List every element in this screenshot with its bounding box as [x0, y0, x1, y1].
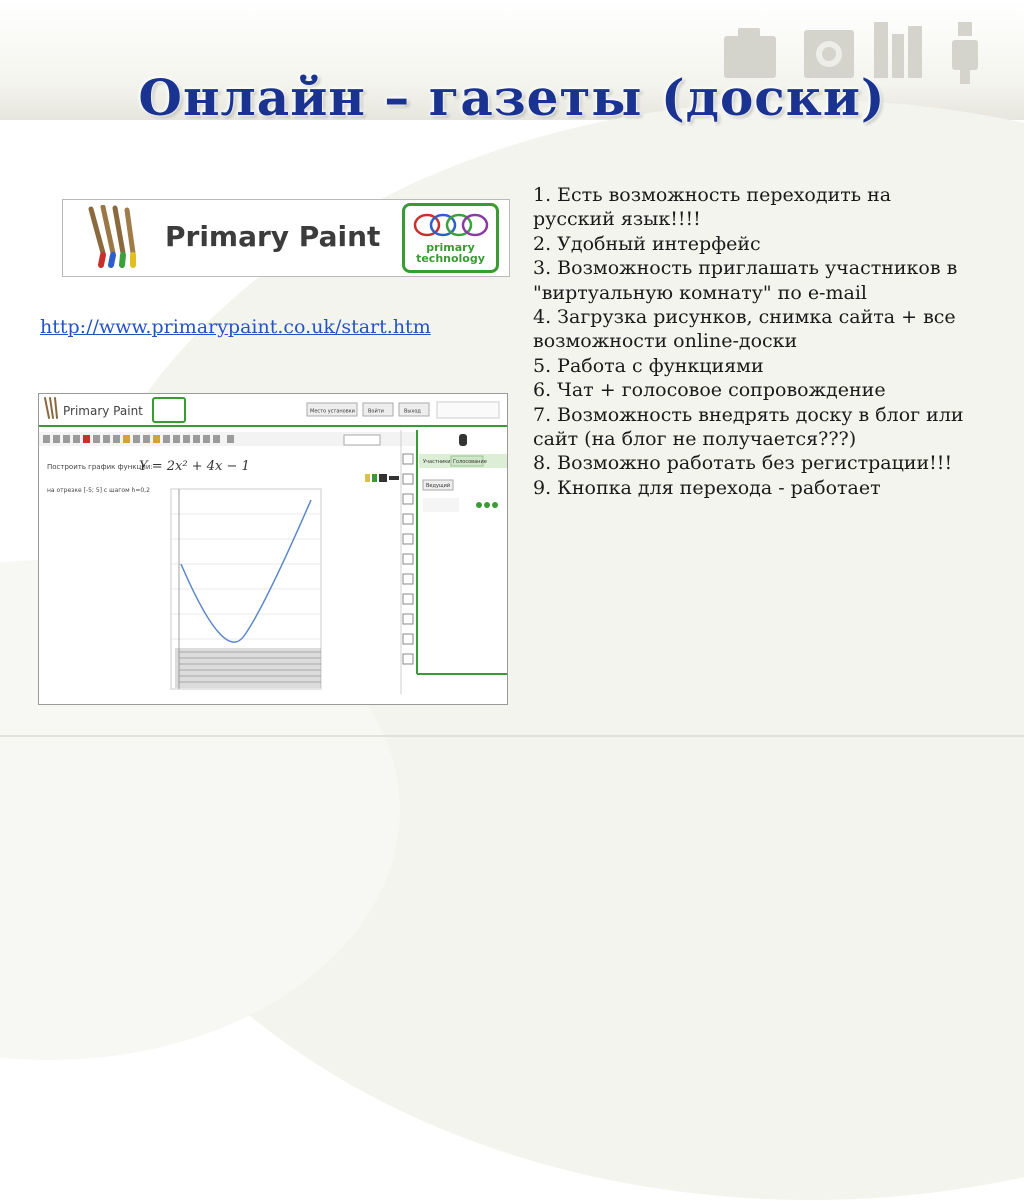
- screenshot-graph: [171, 489, 321, 689]
- rings-icon: [413, 210, 489, 240]
- screenshot-header-button: Место установки: [310, 408, 355, 415]
- screenshot-interval-label: на отрезке [-5; 5] с шагом h=0,2: [47, 487, 150, 494]
- paintbrushes-icon: [81, 205, 151, 273]
- feature-item: 1. Есть возможность переходить на русский язык!!!!: [533, 184, 892, 231]
- badge-line-1: primary: [426, 241, 475, 254]
- screenshot-side-tools: [403, 454, 413, 664]
- screenshot-header-button: Выход: [404, 408, 421, 415]
- feature-item: 6. Чат + голосовое сопровождение: [533, 379, 886, 402]
- primarypaint-link[interactable]: http://www.primarypaint.co.uk/start.htm: [40, 316, 431, 338]
- screenshot-canvas: [39, 394, 508, 705]
- screenshot-formula: Y = 2x² + 4x − 1: [139, 459, 250, 474]
- microphone-icon: [459, 434, 467, 446]
- feature-item: 8. Возможно работать без регистрации!!!: [533, 452, 953, 475]
- app-screenshot: [38, 393, 508, 705]
- logo-text: Primary Paint: [165, 220, 381, 253]
- screenshot-color-swatches: [365, 474, 399, 482]
- slide-title: Онлайн – газеты (доски): [138, 68, 886, 127]
- features-list: [533, 183, 973, 500]
- feature-item: 7. Возможность внедрять доску в блог или сайт (на блог не получается???): [533, 403, 964, 451]
- feature-item: 3. Возможность приглашать участников в "виртуальную комнату" по e-mail: [533, 257, 958, 304]
- screenshot-panel-tab: Голосование: [453, 459, 487, 465]
- badge-line-2: technology: [416, 252, 485, 265]
- screenshot-task-label: Построить график функции:: [47, 463, 153, 471]
- feature-item: 9. Кнопка для перехода - работает: [533, 476, 881, 499]
- screenshot-header-buttons: [307, 402, 499, 418]
- footer-line: [0, 735, 1024, 737]
- screenshot-header-button: Войти: [368, 408, 384, 415]
- feature-item: 2. Удобный интерфейс: [533, 232, 761, 255]
- screenshot-panel-tab: Участники: [423, 459, 451, 465]
- feature-item: 4. Загрузка рисунков, снимка сайта + все возможности online-доски: [533, 306, 956, 353]
- screenshot-panel-button: Ведущий: [426, 483, 451, 489]
- primary-technology-badge: [402, 203, 499, 273]
- screenshot-participants-panel: [419, 454, 508, 512]
- screenshot-logo: Primary Paint: [63, 404, 143, 418]
- primary-paint-logo: [62, 199, 510, 277]
- feature-item: 5. Работа с функциями: [533, 354, 764, 377]
